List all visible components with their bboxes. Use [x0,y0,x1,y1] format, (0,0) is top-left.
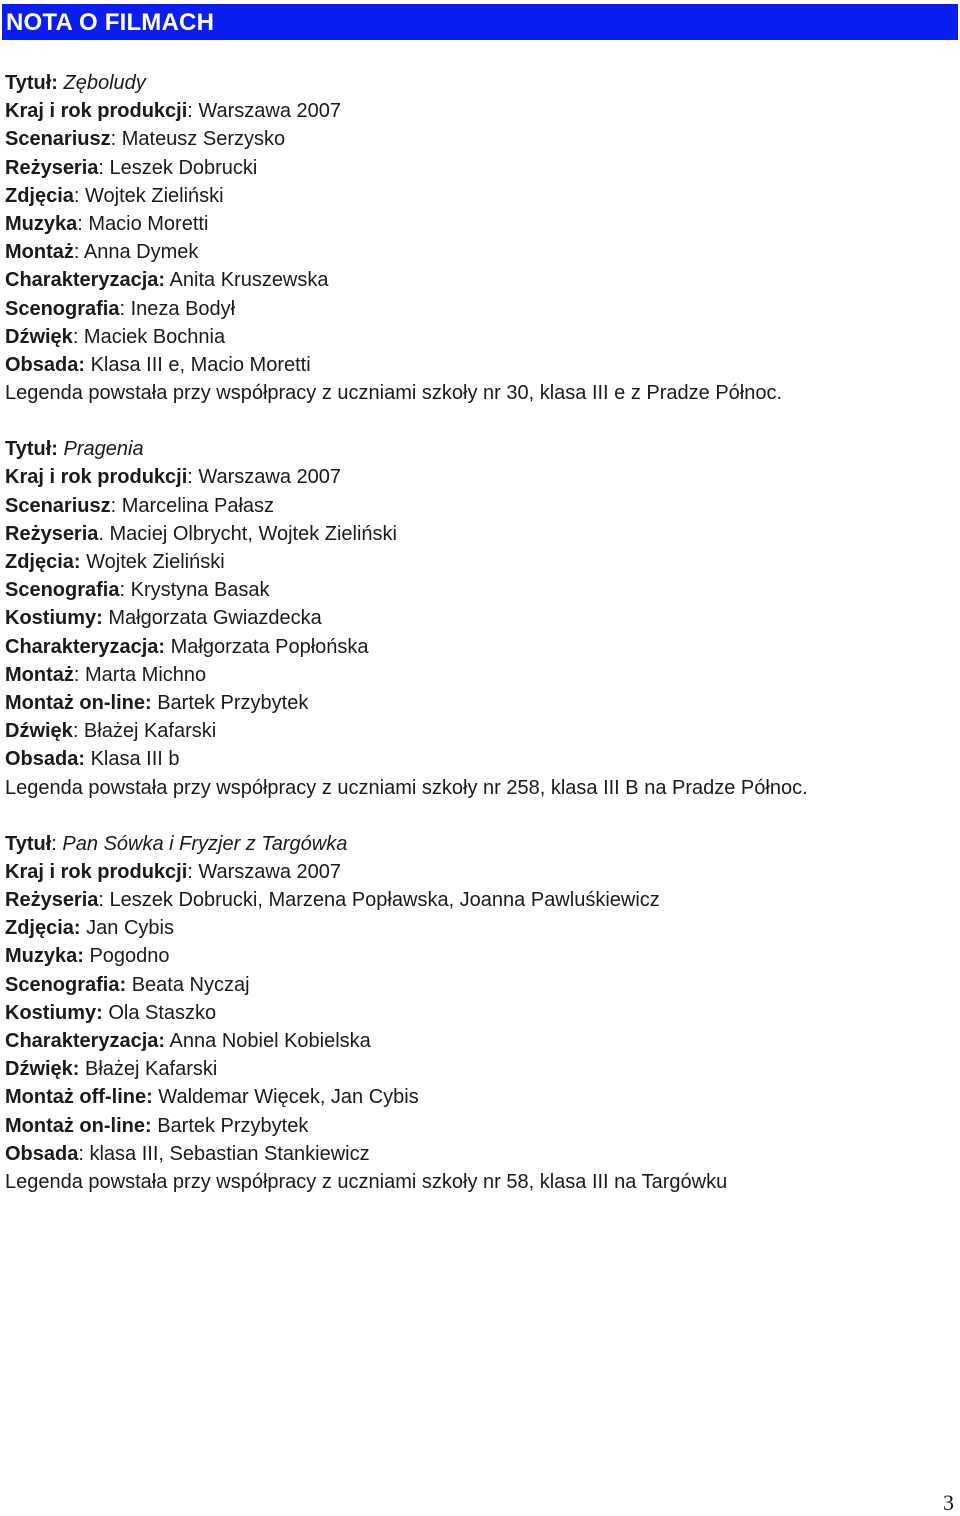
credit-line [5,914,945,942]
credit-label: Tytuł: [5,72,64,94]
credit-line [5,238,945,266]
credit-value: Anna Nobiel Kobielska [165,1030,371,1052]
credit-value: : Leszek Dobrucki, Marzena Popławska, Joanna Pawluśkiewicz [98,889,660,912]
credit-line [5,1027,945,1055]
film-title-line [5,830,945,858]
credit-label: Reżyseria [5,156,99,179]
credit-line [5,266,945,294]
credit-value: : Anna Dymek [73,241,199,264]
section-header-bar [2,4,958,40]
credit-label: Muzyka [5,212,78,235]
credit-value: Ola Staszko [102,1001,217,1024]
credit-value: : Warszawa 2007 [187,860,342,883]
credit-label: Charakteryzacja: [5,635,166,658]
credit-label: Obsada: [5,748,86,771]
credit-label: Zdjęcia: [5,917,81,940]
credit-value: : Marcelina Pałasz [110,494,275,517]
credit-value: Błażej Kafarski [79,1058,218,1081]
credit-label: Kostiumy: [5,607,103,630]
credit-value: . Maciej Olbrycht, Wojtek Zieliński [98,522,397,545]
credit-label: Dźwięk [5,720,73,743]
credit-line [5,886,945,914]
credit-label: Charakteryzacja: [5,1030,166,1052]
film-block [5,69,945,407]
credit-label: Montaż on-line: [5,1114,152,1137]
credit-value: Klasa III b [85,748,180,771]
credit-value: Bartek Przybytek [151,1114,309,1137]
credit-label: Scenografia [5,579,120,602]
credit-line [5,125,945,153]
credit-value: Anita Kruszewska [165,269,329,292]
credit-line [5,1112,945,1140]
credit-line [5,210,945,238]
credit-label: Obsada: [5,353,86,376]
credit-label: Charakteryzacja: [5,269,166,292]
credit-label: Reżyseria [5,522,99,545]
credit-label: Dźwięk [5,325,73,348]
credit-value: : Wojtek Zieliński [73,184,224,207]
credit-value: Małgorzata Gwiazdecka [102,607,322,630]
credit-value: : Ineza Bodył [119,297,236,320]
credit-line [5,717,945,745]
credit-line [5,323,945,351]
credit-label: Montaż [5,663,74,686]
credit-line [5,295,945,323]
credit-line [5,633,945,661]
film-notes [5,69,945,1224]
credit-value: : [51,832,63,855]
credit-value: : Leszek Dobrucki [98,156,258,179]
film-block [5,435,945,801]
credit-value: Jan Cybis [80,917,174,940]
credit-label: Zdjęcia: [5,551,81,573]
credit-line [5,942,945,970]
legend-note [5,774,945,802]
credit-value: Beata Nyczaj [126,973,250,996]
credit-value: Legenda powstała przy współpracy z uczniami szkoły nr 258, klasa III B na Pradze Północ. [5,776,808,799]
credit-line [5,689,945,717]
credit-value: : klasa III, Sebastian Stankiewicz [78,1142,370,1165]
credit-label: Reżyseria [5,889,99,912]
credit-label: Kraj i rok produkcji [5,466,188,489]
credit-value: Wojtek Zieliński [80,551,225,573]
credit-line [5,520,945,548]
credit-label: Obsada [5,1142,79,1165]
credit-value: : Mateusz Serzysko [110,128,286,151]
credit-line [5,463,945,491]
credit-label: Scenografia: [5,973,127,996]
film-title: Pragenia [63,438,144,461]
credit-label: Montaż off-line: [5,1086,153,1109]
credit-value: : Maciek Bochnia [72,325,226,348]
credit-label: Kraj i rok produkcji [5,100,188,123]
credit-line [5,548,945,576]
credit-label: Kraj i rok produkcji [5,860,188,883]
credit-label: Tytuł: [5,438,64,461]
credit-value: : Warszawa 2007 [187,466,342,489]
credit-value: Klasa III e, Macio Moretti [85,353,311,376]
credit-line [5,745,945,773]
credit-value: Małgorzata Popłońska [165,635,369,658]
credit-value: Pogodno [83,945,170,968]
credit-line [5,154,945,182]
film-title: Zęboludy [63,72,146,94]
credit-line [5,97,945,125]
credit-value: : Krystyna Basak [119,579,270,602]
credit-line [5,492,945,520]
credit-line [5,858,945,886]
credit-label: Kostiumy: [5,1001,103,1024]
credit-label: Scenografia [5,297,120,320]
credit-line [5,999,945,1027]
credit-line [5,1055,945,1083]
credit-line [5,1140,945,1168]
credit-value: Waldemar Więcek, Jan Cybis [152,1086,419,1109]
credit-label: Dźwięk: [5,1058,80,1081]
credit-line [5,971,945,999]
film-block [5,830,945,1196]
credit-line [5,182,945,210]
credit-value: : Macio Moretti [77,212,209,235]
credit-value: : Błażej Kafarski [72,720,217,743]
credit-label: Scenariusz [5,494,111,517]
film-title-line [5,69,945,97]
page-number: 3 [943,1490,954,1515]
credit-label: Montaż on-line: [5,691,152,714]
credit-label: Tytuł [5,832,52,855]
credit-label: Montaż [5,241,74,264]
credit-line [5,351,945,379]
credit-line [5,604,945,632]
credit-label: Muzyka: [5,945,84,968]
credit-value: : Warszawa 2007 [187,100,342,123]
legend-note [5,1168,945,1196]
film-title: Pan Sówka i Fryzjer z Targówka [62,832,348,855]
film-title-line [5,435,945,463]
credit-value: Bartek Przybytek [151,691,309,714]
credit-value: Legenda powstała przy współpracy z uczniami szkoły nr 30, klasa III e z Pradze Północ. [5,382,783,405]
section-title: NOTA O FILMACH [6,9,215,36]
credit-label: Zdjęcia [5,184,74,207]
credit-label: Scenariusz [5,128,111,151]
credit-value: : Marta Michno [73,663,207,686]
credit-line [5,576,945,604]
legend-note [5,379,945,407]
credit-line [5,1083,945,1111]
credit-value: Legenda powstała przy współpracy z uczniami szkoły nr 58, klasa III na Targówku [5,1170,728,1193]
credit-line [5,661,945,689]
